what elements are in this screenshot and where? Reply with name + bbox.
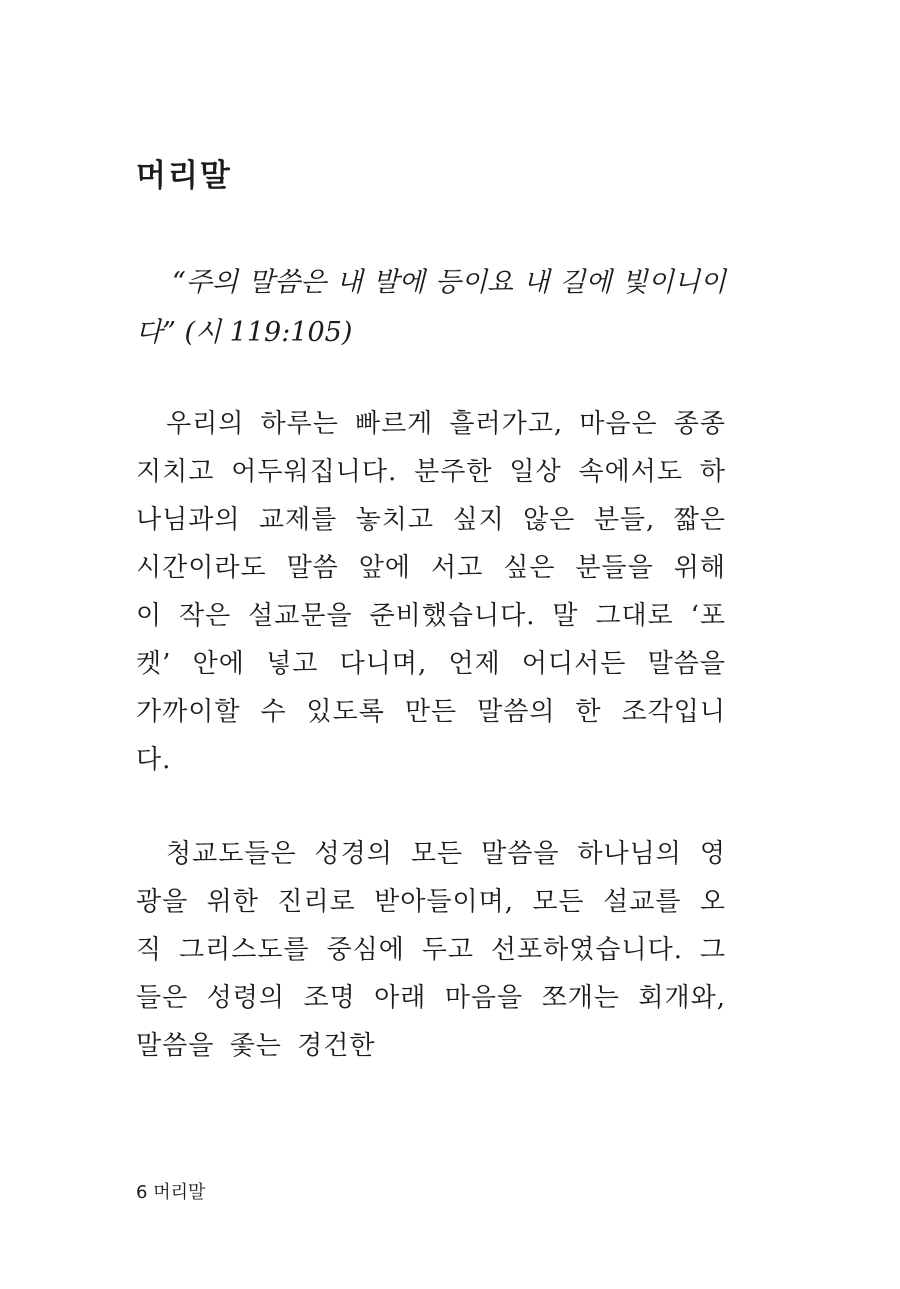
footer-section-title: 머리말 [153,1182,206,1203]
page-heading: 머리말 [136,158,232,194]
page-number: 6 [136,1182,148,1203]
page-footer [136,1180,205,1206]
body-paragraph-2: 청교도들은 성경의 모든 말씀을 하나님의 영광을 위한 진리로 받아들이며, 모든 설교를 오직 그리스도를 중심에 두고 선포하였습니다. 그들은 성령의 조명 아래 마음을 쪼개는 회개와, 말씀을 좇는 경건한 [136,839,726,1061]
scripture-epigraph: “주의 말씀은 내 발에 등이요 내 길에 빛이니이다” (시 119:105) [136,267,726,348]
body-paragraph-1: 우리의 하루는 빠르게 흘러가고, 마음은 종종 지치고 어두워집니다. 분주한 일상 속에서도 하나님과의 교제를 놓치고 싶지 않은 분들, 짧은 시간이라도 말씀 앞에 서고 싶은 분들을 위해 이 작은 설교문을 준비했습니다. 말 그대로 ‘포켓’ 안에 넣고 다니며, 언제 어디서든 말씀을 가까이할 수 있도록 만든 말씀의 한 조각입니다. [136,409,726,775]
